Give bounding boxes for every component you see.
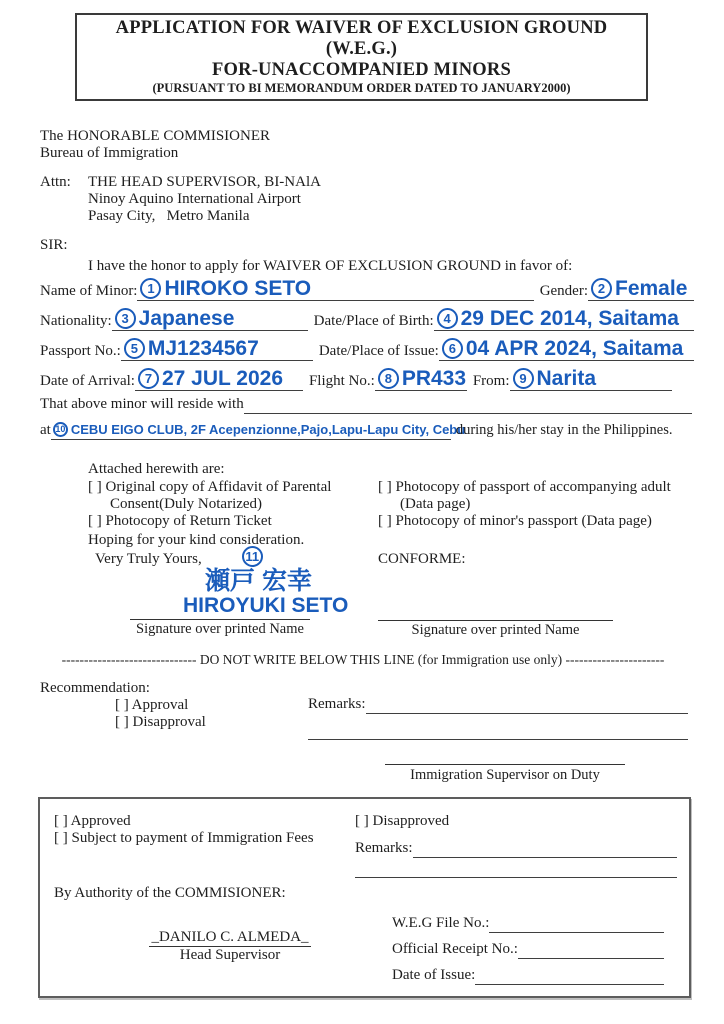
form-subtitle: (PURSUANT TO BI MEMORANDUM ORDER DATED TO JANUARY2000) bbox=[152, 81, 571, 95]
passport-value: MJ1234567 bbox=[147, 337, 259, 360]
supervisor-signature-block bbox=[385, 752, 625, 784]
birth-field[interactable] bbox=[434, 308, 694, 331]
checkbox-affidavit[interactable]: [ ] Original copy of Affidavit of Parental bbox=[88, 479, 332, 495]
flight-value: PR433 bbox=[401, 367, 467, 390]
date-issue-row bbox=[392, 959, 664, 985]
field-row-2 bbox=[40, 301, 694, 331]
field-row-3 bbox=[40, 331, 694, 361]
attn-airport: Ninoy Aquino International Airport bbox=[88, 191, 301, 207]
flight-label: Flight No.: bbox=[308, 373, 375, 389]
circled-number-4: 4 bbox=[437, 308, 458, 329]
checkbox-affidavit-cont: Consent(Duly Notarized) bbox=[110, 496, 263, 512]
form-title-line1: APPLICATION FOR WAIVER OF EXCLUSION GROUND (W.E.G.) bbox=[115, 18, 608, 59]
addressee-bureau: Bureau of Immigration bbox=[40, 145, 179, 161]
attn-supervisor: THE HEAD SUPERVISOR, BI-NAlA bbox=[88, 174, 321, 190]
authority-label: By Authority of the COMMISIONER: bbox=[54, 885, 286, 901]
conforme-label: CONFORME: bbox=[378, 551, 466, 567]
minor-fields bbox=[40, 271, 694, 391]
reside-with-label: That above minor will reside with bbox=[40, 396, 244, 412]
field-row-1 bbox=[40, 271, 694, 301]
arrival-value: 27 JUL 2026 bbox=[161, 367, 284, 390]
field-row-4 bbox=[40, 361, 694, 391]
supervisor-caption: Immigration Supervisor on Duty bbox=[410, 767, 600, 783]
reside-with-field[interactable] bbox=[244, 393, 692, 414]
issue-value: 04 APR 2024, Saitama bbox=[465, 337, 684, 360]
issue-label: Date/Place of Issue: bbox=[318, 343, 439, 359]
receipt-row bbox=[392, 933, 664, 959]
checkbox-adult-passport-cont: (Data page) bbox=[400, 496, 471, 512]
decision-remarks-label: Remarks: bbox=[355, 840, 413, 856]
from-label: From: bbox=[472, 373, 510, 389]
date-issue-field[interactable] bbox=[475, 964, 664, 985]
decision-right-fields bbox=[392, 907, 664, 985]
birth-label: Date/Place of Birth: bbox=[313, 313, 434, 329]
checkbox-return-ticket[interactable]: [ ] Photocopy of Return Ticket bbox=[88, 513, 272, 529]
weg-file-field[interactable] bbox=[489, 912, 664, 933]
address-row bbox=[40, 414, 692, 440]
checkbox-disapproval[interactable]: [ ] Disapproval bbox=[115, 714, 206, 730]
decision-remarks-row bbox=[355, 837, 677, 858]
gender-field[interactable] bbox=[588, 278, 694, 301]
very-truly-label: Very Truly Yours, bbox=[95, 551, 202, 567]
circled-number-1: 1 bbox=[140, 278, 161, 299]
conforme-signature-block bbox=[378, 551, 613, 639]
recommendation-block bbox=[40, 680, 690, 731]
attn-row bbox=[40, 174, 660, 225]
hoping-line: Hoping for your kind consideration. bbox=[88, 532, 305, 548]
name-of-minor-value: HIROKO SETO bbox=[164, 277, 312, 300]
circled-number-5: 5 bbox=[124, 338, 145, 359]
date-issue-label: Date of Issue: bbox=[392, 967, 476, 983]
circled-number-3: 3 bbox=[115, 308, 136, 329]
decision-box bbox=[38, 797, 691, 998]
nationality-field[interactable] bbox=[112, 308, 308, 331]
applicant-printed-name: HIROYUKI SETO bbox=[183, 594, 349, 617]
attachments-heading: Attached herewith are: bbox=[88, 461, 225, 477]
form-title-box bbox=[75, 13, 648, 101]
checkbox-disapproved[interactable]: [ ] Disapproved bbox=[355, 813, 450, 829]
head-supervisor-name: _DANILO C. ALMEDA_ bbox=[151, 929, 309, 945]
supervisor-signature-line[interactable] bbox=[385, 752, 625, 765]
circled-number-6: 6 bbox=[442, 338, 463, 359]
attn-city: Pasay City, Metro Manila bbox=[88, 208, 250, 224]
addressee-block bbox=[40, 128, 660, 275]
arrival-label: Date of Arrival: bbox=[40, 373, 135, 389]
applicant-signature-japanese: 瀬戸 宏幸 bbox=[205, 567, 312, 595]
name-of-minor-field[interactable] bbox=[137, 278, 533, 301]
checkbox-approved[interactable]: [ ] Approved bbox=[54, 813, 131, 829]
applicant-signature-block bbox=[95, 549, 349, 639]
gender-value: Female bbox=[615, 277, 688, 300]
attachments-right-column bbox=[378, 479, 694, 530]
birth-value: 29 DEC 2014, Saitama bbox=[460, 307, 679, 330]
decision-remarks-line2[interactable] bbox=[355, 875, 677, 878]
attachments-left-column bbox=[88, 479, 378, 530]
remarks-field-line2[interactable] bbox=[308, 737, 688, 740]
form-title-line2: FOR-UNACCOMPANIED MINORS bbox=[212, 60, 511, 80]
residence-block bbox=[40, 388, 692, 440]
remarks-row bbox=[308, 693, 688, 714]
remarks-label: Remarks: bbox=[308, 696, 366, 712]
decision-remarks-field[interactable] bbox=[413, 837, 678, 858]
remarks-field[interactable] bbox=[366, 693, 689, 714]
checkbox-subject-fees[interactable]: [ ] Subject to payment of Immigration Fees bbox=[54, 830, 314, 846]
issue-field[interactable] bbox=[439, 338, 694, 361]
attn-lines bbox=[88, 174, 321, 225]
passport-field[interactable] bbox=[121, 338, 313, 361]
applicant-signature-caption: Signature over printed Name bbox=[136, 621, 304, 637]
intro-line: I have the honor to apply for WAIVER OF EXCLUSION GROUND in favor of: bbox=[88, 258, 573, 274]
address-field[interactable] bbox=[51, 419, 466, 440]
head-supervisor-title: Head Supervisor bbox=[179, 947, 281, 963]
from-value: Narita bbox=[536, 367, 597, 390]
conforme-signature-caption: Signature over printed Name bbox=[411, 622, 580, 638]
nationality-label: Nationality: bbox=[40, 313, 112, 329]
addressee-commissioner: The HONORABLE COMMISIONER bbox=[40, 128, 270, 144]
weg-file-label: W.E.G File No.: bbox=[392, 915, 490, 931]
head-supervisor-block bbox=[120, 929, 340, 964]
signature-area bbox=[95, 551, 657, 639]
receipt-label: Official Receipt No.: bbox=[392, 941, 518, 957]
circled-number-10: 10 bbox=[53, 422, 68, 437]
decision-left-checkboxes bbox=[54, 813, 314, 847]
circled-number-8: 8 bbox=[378, 368, 399, 389]
circled-number-7: 7 bbox=[138, 368, 159, 389]
at-label: at bbox=[40, 422, 51, 438]
very-truly-row bbox=[95, 551, 345, 568]
attachments-block bbox=[88, 461, 694, 530]
recommendation-remarks bbox=[308, 693, 688, 740]
checkbox-minor-passport[interactable]: [ ] Photocopy of minor's passport (Data page) bbox=[378, 513, 652, 529]
name-of-minor-label: Name of Minor: bbox=[40, 283, 138, 299]
weg-file-row bbox=[392, 907, 664, 933]
circled-number-11: 11 bbox=[242, 546, 263, 567]
gender-label: Gender: bbox=[539, 283, 588, 299]
nationality-value: Japanese bbox=[138, 307, 235, 330]
reside-with-row bbox=[40, 388, 692, 414]
do-not-write-divider: ------------------------------ DO NOT WRITE BELOW THIS LINE (for Immigration use only) ---------------------- bbox=[61, 652, 665, 667]
receipt-field[interactable] bbox=[518, 938, 664, 959]
recommendation-label: Recommendation: bbox=[40, 680, 150, 696]
circled-number-9: 9 bbox=[513, 368, 534, 389]
stay-suffix: during his/her stay in the Philippines. bbox=[455, 422, 673, 438]
salutation: SIR: bbox=[40, 237, 68, 253]
checkbox-adult-passport[interactable]: [ ] Photocopy of passport of accompanying adult bbox=[378, 479, 671, 495]
circled-number-2: 2 bbox=[591, 278, 612, 299]
address-value: CEBU EIGO CLUB, 2F Acepenzionne,Pajo,Lapu-Lapu City, Cebu bbox=[70, 422, 466, 437]
attachments-grid bbox=[88, 479, 694, 530]
checkbox-approval[interactable]: [ ] Approval bbox=[115, 697, 189, 713]
attn-label: Attn: bbox=[40, 174, 71, 190]
passport-label: Passport No.: bbox=[40, 343, 121, 359]
